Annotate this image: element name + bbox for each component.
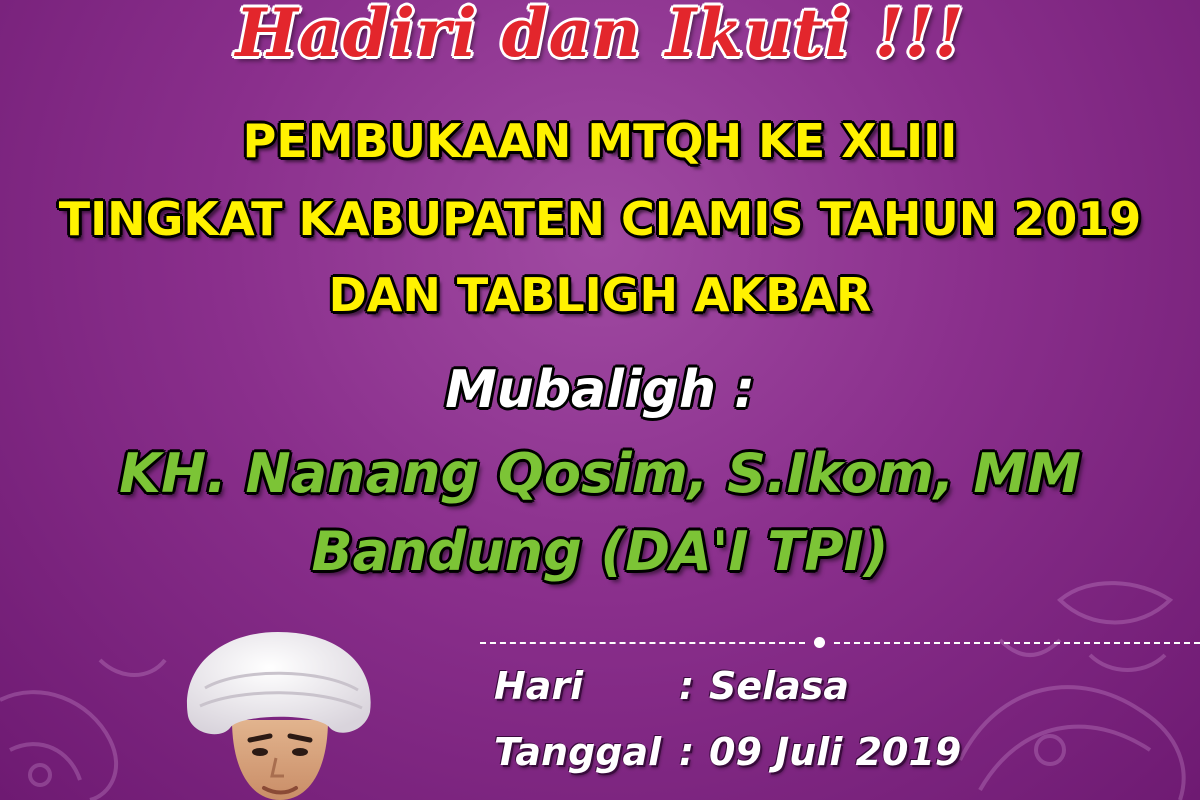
divider-dot — [814, 637, 825, 648]
ornament-left-decoration — [0, 640, 170, 800]
speaker-origin: Bandung (DA'I TPI) — [311, 520, 889, 583]
speaker-portrait — [180, 628, 380, 800]
schedule-row-day — [494, 664, 849, 708]
schedule-label-date: Tanggal — [494, 730, 662, 774]
event-title-line-2: TINGKAT KABUPATEN CIAMIS TAHUN 2019 — [58, 192, 1142, 246]
schedule-separator: : — [679, 730, 695, 774]
schedule-separator: : — [679, 664, 695, 708]
event-title-line-3: DAN TABLIGH AKBAR — [328, 268, 872, 322]
divider-dash-right — [834, 642, 1200, 644]
ornament-right-decoration — [940, 560, 1200, 800]
mubaligh-label: Mubaligh : — [445, 360, 755, 420]
schedule-value-date: 09 Juli 2019 — [709, 730, 962, 774]
dotted-divider — [480, 636, 1200, 650]
schedule-row-date — [494, 730, 961, 774]
schedule-value-day: Selasa — [709, 664, 850, 708]
speaker-name: KH. Nanang Qosim, S.Ikom, MM — [119, 442, 1081, 505]
event-title-line-1: PEMBUKAAN MTQH KE XLIII — [242, 114, 958, 168]
schedule-label-day: Hari — [494, 664, 584, 708]
divider-dash-left — [480, 642, 805, 644]
headline: Hadiri dan Ikuti !!! — [235, 0, 965, 72]
